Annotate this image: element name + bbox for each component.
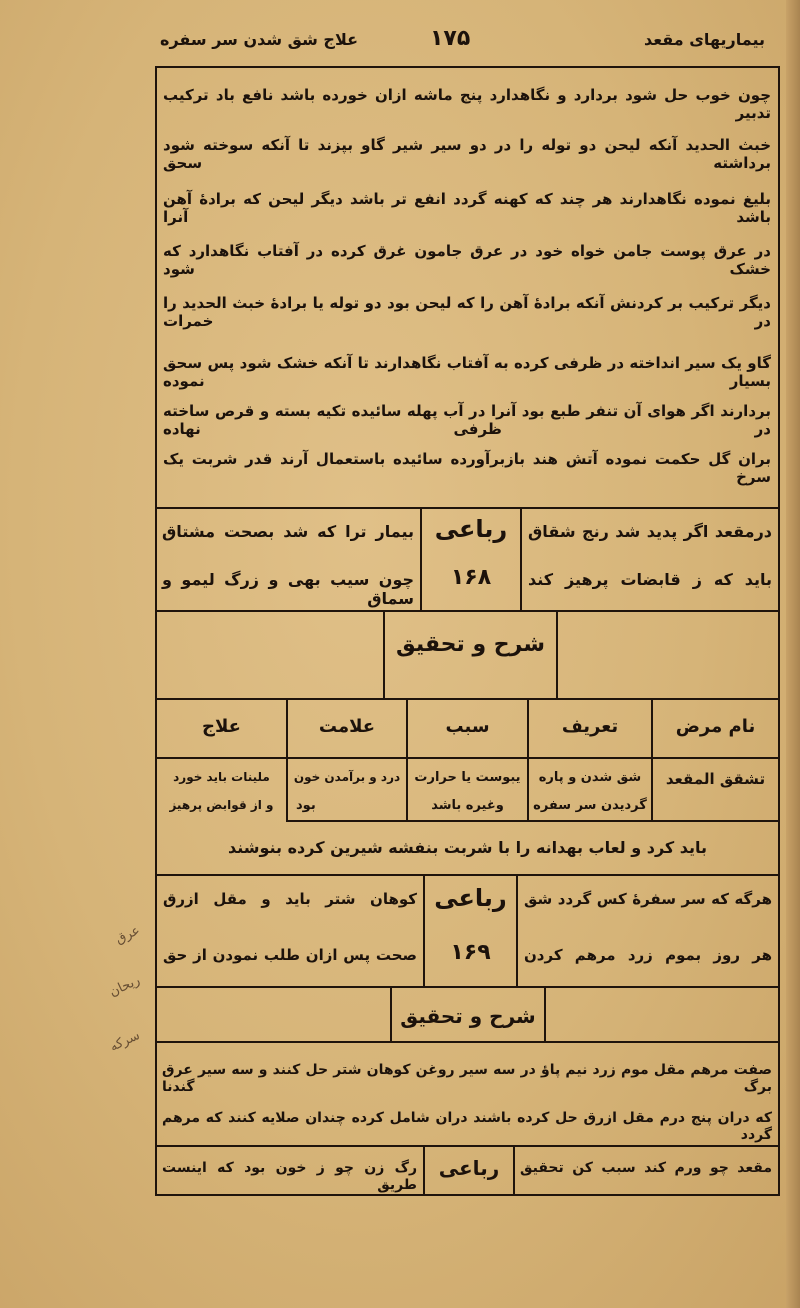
prose-line: دیگر ترکیب بر کردنش آنکه برادهٔ آهن را که لیحن بود دو توله یا برادهٔ خبث الحدید را در خمرات: [163, 294, 771, 330]
prose-line: که دران پنج درم مقل ازرق حل کرده باشند دران شامل کرده چندان صلایه کنند که مرهم گردد: [162, 1110, 772, 1143]
divider: [544, 986, 546, 1042]
prose-line: در عرق پوست جامن خواه خود در عرق جامون غرق کرده در آفتاب نگاهدارد که خشک شود: [163, 242, 771, 278]
cell-disease-name: تشقق المقعد: [665, 770, 766, 788]
rubai-168-left-1: بیمار ترا که شد بصحت مشتاق: [162, 522, 414, 541]
rubai-next-label: رباعی: [438, 1156, 500, 1180]
sharh-heading-2: شرح و تحقیق: [400, 1004, 536, 1028]
cell-cause-2: وغیره باشد: [431, 798, 504, 813]
rubai-next-left: رگ زن چو ز خون بود که اینست طریق: [162, 1160, 417, 1193]
sharh-heading: شرح و تحقیق: [396, 632, 545, 657]
divider: [155, 507, 780, 509]
divider: [286, 820, 780, 822]
cell-treatment-2: و از قوابض پرهیز: [169, 798, 274, 812]
page-number: ۱۷۵: [430, 26, 471, 51]
prose-line: چون خوب حل شود بردارد و نگاهدارد پنج ماشه ازان خورده باشد نافع باد ترکیب تدبیر: [163, 86, 771, 122]
divider: [155, 757, 780, 759]
divider: [556, 610, 558, 700]
rubai-169-right-2: هر روز بموم زرد مرهم کردن: [524, 946, 772, 964]
divider: [155, 1145, 780, 1147]
running-head-right: بیماریهای مقعد: [644, 30, 765, 49]
divider: [155, 698, 780, 700]
margin-note: سرکه: [107, 1028, 143, 1055]
prose-line: بران گل حکمت نموده آتش هند بازبرآورده سائیده باستعمال آرند قدر شربت یک سرخ: [163, 450, 771, 486]
rubai-169-left-1: کوهان شتر باید و مقل ازرق: [163, 890, 417, 908]
rubai-168-left-2: چون سیب بهی و زرگ لیمو و سماق: [162, 570, 414, 609]
rubai-168-right-1: درمقعد اگر پدید شد رنج شقاق: [528, 522, 772, 541]
page-edge: [786, 0, 800, 1308]
col-header-sign: علامت: [318, 716, 376, 737]
divider: [520, 507, 522, 611]
cell-treatment-1: ملینات باید خورد: [173, 770, 270, 784]
prose-line: بردارند اگر هوای آن تنفر طبع بود آنرا در آب پهله سائیده تکیه بسته و قرص ساخته در ظرفی نهاده: [163, 402, 771, 438]
rubai-169-number: ۱۶۹: [450, 940, 491, 965]
divider: [516, 874, 518, 986]
cell-definition-2: گردیدن سر سفره: [533, 798, 647, 813]
prose-line: خبث الحدید آنکه لیحن دو توله را در دو سیر شیر گاو بپزند تا آنکه سوخته شود برداشته سحق: [163, 136, 771, 172]
col-header-disease-name: نام مرض: [675, 716, 756, 737]
prose-line: گاو یک سیر انداخته در ظرفی کرده به آفتاب نگاهدارند تا آنکه خشک شود پس سحق بسیار نموده: [163, 354, 771, 390]
running-head-left: علاج شق شدن سر سفره: [160, 30, 359, 49]
divider: [155, 874, 780, 876]
cell-sign-1: درد و برآمدن خون: [293, 770, 401, 784]
rubai-169-label: رباعی: [434, 884, 507, 912]
col-header-treatment: علاج: [202, 716, 241, 737]
rubai-168-number: ۱۶۸: [450, 565, 492, 590]
rubai-168-label: رباعی: [434, 515, 508, 543]
divider: [155, 610, 780, 612]
col-header-definition: تعریف: [561, 716, 619, 737]
prose-line: صفت مرهم مقل موم زرد نیم پاؤ در سه سیر روغن کوهان شتر حل کنند و سه سیر عرق برگ گندنا: [162, 1062, 772, 1095]
divider: [155, 1041, 780, 1043]
prose-line: بلیغ نموده نگاهدارند هر چند که کهنه گردد انفع تر باشد دیگر لیحن که برادهٔ آهن باشد آنرا: [163, 190, 771, 226]
divider: [513, 1145, 515, 1195]
rubai-169-right-1: هرگه که سر سفرهٔ کس گردد شق: [524, 890, 772, 908]
rubai-168-right-2: باید که ز قابضات پرهیز کند: [528, 570, 772, 589]
rubai-169-left-2: صحت پس ازان طلب نمودن از حق: [163, 946, 417, 964]
margin-note: ریحان: [107, 973, 143, 1001]
cell-cause-1: یبوست یا حرارت: [414, 770, 521, 785]
cell-sign-2: بود: [296, 798, 316, 813]
col-header-cause: سبب: [445, 716, 490, 737]
rubai-next-right: مقعد چو ورم کند سبب کن تحقیق: [520, 1160, 772, 1176]
cell-definition-1: شق شدن و پاره: [538, 770, 642, 785]
table-continuation: باید کرد و لعاب بهدانه را با شربت بنفشه شیرین کرده بنوشند: [227, 838, 708, 857]
margin-note: عرق: [113, 923, 143, 948]
divider: [155, 986, 780, 988]
